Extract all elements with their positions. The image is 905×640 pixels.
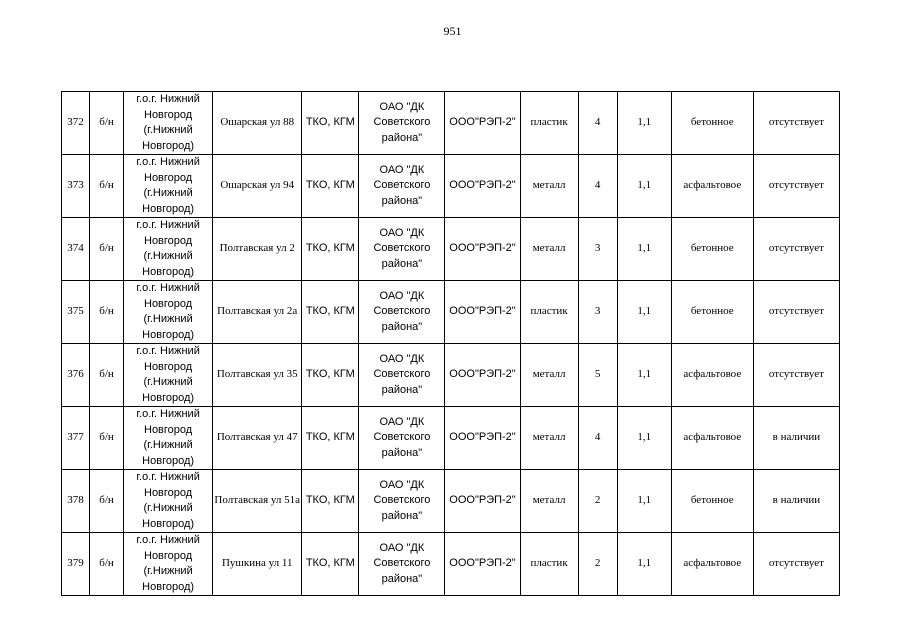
- container-count-cell: 4: [578, 155, 617, 218]
- container-volume-cell: 1,1: [617, 155, 671, 218]
- address-cell: Полтавская ул 51а: [213, 470, 302, 533]
- waste-type-cell: ТКО, КГМ: [302, 407, 359, 470]
- registration-number-cell: б/н: [90, 281, 124, 344]
- operator-cell: ООО"РЭП-2": [445, 218, 520, 281]
- address-cell: Ошарская ул 88: [213, 92, 302, 155]
- owner-cell: ОАО "ДК Советского района": [359, 344, 445, 407]
- waste-type-cell: ТКО, КГМ: [302, 281, 359, 344]
- table-row: [62, 281, 840, 344]
- address-cell: Полтавская ул 2а: [213, 281, 302, 344]
- surface-type-cell: бетонное: [671, 470, 753, 533]
- row-number-cell: 377: [62, 407, 90, 470]
- row-number-cell: 378: [62, 470, 90, 533]
- registration-number-cell: б/н: [90, 407, 124, 470]
- owner-cell: ОАО "ДК Советского района": [359, 281, 445, 344]
- municipality-cell: г.о.г. Нижний Новгород (г.Нижний Новгород): [124, 470, 213, 533]
- row-number-cell: 375: [62, 281, 90, 344]
- municipality-cell: г.о.г. Нижний Новгород (г.Нижний Новгород): [124, 533, 213, 596]
- waste-type-cell: ТКО, КГМ: [302, 218, 359, 281]
- container-count-cell: 2: [578, 533, 617, 596]
- table-row: [62, 407, 840, 470]
- surface-type-cell: асфальтовое: [671, 533, 753, 596]
- surface-type-cell: асфальтовое: [671, 155, 753, 218]
- container-count-cell: 4: [578, 92, 617, 155]
- registration-number-cell: б/н: [90, 344, 124, 407]
- container-material-cell: металл: [520, 407, 578, 470]
- row-number-cell: 379: [62, 533, 90, 596]
- fence-status-cell: отсутствует: [753, 533, 839, 596]
- surface-type-cell: бетонное: [671, 281, 753, 344]
- surface-type-cell: асфальтовое: [671, 407, 753, 470]
- waste-type-cell: ТКО, КГМ: [302, 533, 359, 596]
- operator-cell: ООО"РЭП-2": [445, 407, 520, 470]
- municipality-cell: г.о.г. Нижний Новгород (г.Нижний Новгород): [124, 155, 213, 218]
- municipality-cell: г.о.г. Нижний Новгород (г.Нижний Новгород): [124, 407, 213, 470]
- waste-type-cell: ТКО, КГМ: [302, 470, 359, 533]
- fence-status-cell: в наличии: [753, 470, 839, 533]
- container-material-cell: металл: [520, 344, 578, 407]
- container-material-cell: пластик: [520, 92, 578, 155]
- owner-cell: ОАО "ДК Советского района": [359, 218, 445, 281]
- fence-status-cell: отсутствует: [753, 344, 839, 407]
- container-volume-cell: 1,1: [617, 470, 671, 533]
- registration-number-cell: б/н: [90, 218, 124, 281]
- container-count-cell: 4: [578, 407, 617, 470]
- address-cell: Полтавская ул 35: [213, 344, 302, 407]
- owner-cell: ОАО "ДК Советского района": [359, 407, 445, 470]
- row-number-cell: 372: [62, 92, 90, 155]
- container-count-cell: 2: [578, 470, 617, 533]
- waste-type-cell: ТКО, КГМ: [302, 92, 359, 155]
- operator-cell: ООО"РЭП-2": [445, 533, 520, 596]
- container-material-cell: пластик: [520, 281, 578, 344]
- municipality-cell: г.о.г. Нижний Новгород (г.Нижний Новгород): [124, 218, 213, 281]
- address-cell: Ошарская ул 94: [213, 155, 302, 218]
- waste-type-cell: ТКО, КГМ: [302, 344, 359, 407]
- container-volume-cell: 1,1: [617, 92, 671, 155]
- container-volume-cell: 1,1: [617, 407, 671, 470]
- surface-type-cell: бетонное: [671, 218, 753, 281]
- table-row: [62, 533, 840, 596]
- registration-number-cell: б/н: [90, 155, 124, 218]
- owner-cell: ОАО "ДК Советского района": [359, 533, 445, 596]
- registration-number-cell: б/н: [90, 533, 124, 596]
- surface-type-cell: асфальтовое: [671, 344, 753, 407]
- table-row: [62, 218, 840, 281]
- container-volume-cell: 1,1: [617, 533, 671, 596]
- container-count-cell: 3: [578, 281, 617, 344]
- fence-status-cell: в наличии: [753, 407, 839, 470]
- owner-cell: ОАО "ДК Советского района": [359, 92, 445, 155]
- fence-status-cell: отсутствует: [753, 92, 839, 155]
- fence-status-cell: отсутствует: [753, 218, 839, 281]
- table-row: [62, 155, 840, 218]
- registry-table: [61, 91, 840, 596]
- owner-cell: ОАО "ДК Советского района": [359, 155, 445, 218]
- address-cell: Полтавская ул 2: [213, 218, 302, 281]
- container-material-cell: металл: [520, 218, 578, 281]
- container-volume-cell: 1,1: [617, 218, 671, 281]
- fence-status-cell: отсутствует: [753, 155, 839, 218]
- operator-cell: ООО"РЭП-2": [445, 281, 520, 344]
- waste-type-cell: ТКО, КГМ: [302, 155, 359, 218]
- container-material-cell: пластик: [520, 533, 578, 596]
- registration-number-cell: б/н: [90, 92, 124, 155]
- row-number-cell: 376: [62, 344, 90, 407]
- container-material-cell: металл: [520, 155, 578, 218]
- owner-cell: ОАО "ДК Советского района": [359, 470, 445, 533]
- table-row: [62, 92, 840, 155]
- municipality-cell: г.о.г. Нижний Новгород (г.Нижний Новгород): [124, 92, 213, 155]
- page-number: 951: [443, 24, 462, 38]
- surface-type-cell: бетонное: [671, 92, 753, 155]
- operator-cell: ООО"РЭП-2": [445, 344, 520, 407]
- table-row: [62, 470, 840, 533]
- registration-number-cell: б/н: [90, 470, 124, 533]
- operator-cell: ООО"РЭП-2": [445, 155, 520, 218]
- fence-status-cell: отсутствует: [753, 281, 839, 344]
- container-volume-cell: 1,1: [617, 344, 671, 407]
- operator-cell: ООО"РЭП-2": [445, 470, 520, 533]
- municipality-cell: г.о.г. Нижний Новгород (г.Нижний Новгород): [124, 281, 213, 344]
- container-volume-cell: 1,1: [617, 281, 671, 344]
- municipality-cell: г.о.г. Нижний Новгород (г.Нижний Новгород): [124, 344, 213, 407]
- row-number-cell: 373: [62, 155, 90, 218]
- address-cell: Полтавская ул 47: [213, 407, 302, 470]
- row-number-cell: 374: [62, 218, 90, 281]
- address-cell: Пушкина ул 11: [213, 533, 302, 596]
- container-count-cell: 5: [578, 344, 617, 407]
- container-count-cell: 3: [578, 218, 617, 281]
- table-row: [62, 344, 840, 407]
- container-material-cell: металл: [520, 470, 578, 533]
- operator-cell: ООО"РЭП-2": [445, 92, 520, 155]
